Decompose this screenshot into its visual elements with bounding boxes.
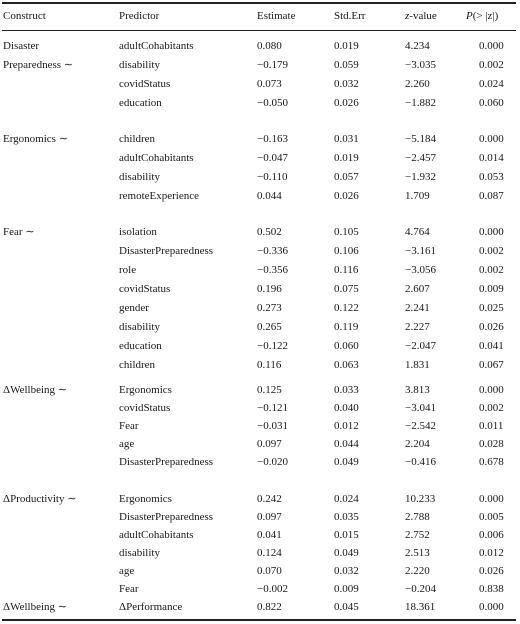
table-row (0, 280, 520, 298)
row-estimate: 0.242 (257, 493, 282, 505)
table-row (0, 37, 520, 55)
row-zvalue: −3.056 (405, 264, 436, 276)
table-row (0, 435, 520, 453)
table-row (0, 508, 520, 526)
row-stderr: 0.044 (334, 438, 359, 450)
row-estimate: 0.124 (257, 547, 282, 559)
row-zvalue: −2.047 (405, 340, 436, 352)
row-pvalue: 0.024 (479, 78, 504, 90)
row-stderr: 0.035 (334, 511, 359, 523)
row-stderr: 0.057 (334, 171, 359, 183)
row-stderr: 0.032 (334, 78, 359, 90)
row-estimate: −0.121 (257, 402, 288, 414)
row-estimate: 0.041 (257, 529, 282, 541)
table-row (0, 356, 520, 374)
row-estimate: 0.044 (257, 190, 282, 202)
row-zvalue: 2.260 (405, 78, 430, 90)
row-predictor: age (119, 438, 135, 450)
row-pvalue: 0.067 (479, 359, 504, 371)
header-construct: Construct (3, 10, 46, 22)
row-predictor: disability (119, 59, 160, 71)
table-row (0, 381, 520, 399)
row-zvalue: 2.204 (405, 438, 430, 450)
row-estimate: 0.125 (257, 384, 282, 396)
row-estimate: 0.073 (257, 78, 282, 90)
header-p-rest: (> |z|) (472, 10, 499, 22)
row-estimate: −0.179 (257, 59, 288, 71)
row-predictor: adultCohabitants (119, 529, 194, 541)
row-construct: Preparedness ∼ (3, 59, 74, 71)
row-estimate: 0.097 (257, 511, 282, 523)
row-stderr: 0.075 (334, 283, 359, 295)
row-predictor: disability (119, 321, 160, 333)
header-estimate: Estimate (257, 10, 296, 22)
row-stderr: 0.031 (334, 133, 359, 145)
row-predictor: role (119, 264, 137, 276)
row-zvalue: 1.831 (405, 359, 430, 371)
header-zvalue (405, 7, 437, 25)
row-estimate: −0.031 (257, 420, 288, 432)
row-stderr: 0.063 (334, 359, 359, 371)
table-row (0, 417, 520, 435)
row-predictor: adultCohabitants (119, 40, 194, 52)
row-pvalue: 0.000 (479, 493, 504, 505)
row-zvalue: 4.764 (405, 226, 430, 238)
row-stderr: 0.106 (334, 245, 359, 257)
row-predictor: Fear (119, 420, 139, 432)
row-estimate: −0.110 (257, 171, 288, 183)
row-predictor: DisasterPreparedness (119, 456, 214, 468)
row-zvalue: −0.204 (405, 583, 436, 595)
row-construct: ΔProductivity ∼ (3, 493, 77, 505)
row-pvalue: 0.838 (479, 583, 504, 595)
row-estimate: −0.122 (257, 340, 288, 352)
table-row (0, 544, 520, 562)
row-estimate: −0.002 (257, 583, 288, 595)
row-zvalue: 2.220 (405, 565, 430, 577)
row-zvalue: 1.709 (405, 190, 430, 202)
row-pvalue: 0.678 (479, 456, 504, 468)
row-stderr: 0.015 (334, 529, 359, 541)
table-header-row (0, 7, 520, 25)
row-estimate: 0.070 (257, 565, 282, 577)
row-stderr: 0.026 (334, 190, 359, 202)
row-stderr: 0.105 (334, 226, 359, 238)
table-row (0, 130, 520, 148)
row-predictor: Ergonomics (119, 493, 172, 505)
table-row (0, 399, 520, 417)
row-predictor: Fear (119, 583, 139, 595)
row-predictor: covidStatus (119, 78, 171, 90)
row-predictor: age (119, 565, 135, 577)
table-top-rule (2, 2, 516, 4)
row-pvalue: 0.041 (479, 340, 504, 352)
table-bottom-rule (2, 619, 516, 621)
row-predictor: covidStatus (119, 402, 171, 414)
header-predictor: Predictor (119, 10, 160, 22)
row-pvalue: 0.002 (479, 59, 504, 71)
row-pvalue: 0.005 (479, 511, 504, 523)
row-predictor: disability (119, 547, 160, 559)
table-row (0, 56, 520, 74)
row-pvalue: 0.060 (479, 97, 504, 109)
row-estimate: −0.020 (257, 456, 288, 468)
table-row (0, 261, 520, 279)
row-pvalue: 0.002 (479, 402, 504, 414)
row-pvalue: 0.000 (479, 40, 504, 52)
table-row (0, 75, 520, 93)
row-stderr: 0.059 (334, 59, 359, 71)
row-predictor: DisasterPreparedness (119, 511, 214, 523)
row-pvalue: 0.006 (479, 529, 504, 541)
row-pvalue: 0.025 (479, 302, 504, 314)
table-row (0, 526, 520, 544)
table-row (0, 580, 520, 598)
row-predictor: disability (119, 171, 160, 183)
table-header-rule (2, 30, 516, 31)
row-zvalue: −2.542 (405, 420, 436, 432)
row-stderr: 0.024 (334, 493, 359, 505)
row-zvalue: −3.041 (405, 402, 436, 414)
header-p-var: P (466, 10, 473, 22)
row-stderr: 0.049 (334, 547, 359, 559)
row-predictor: education (119, 97, 162, 109)
row-estimate: 0.116 (257, 359, 282, 371)
row-pvalue: 0.009 (479, 283, 504, 295)
row-stderr: 0.049 (334, 456, 359, 468)
row-stderr: 0.026 (334, 97, 359, 109)
table-row (0, 223, 520, 241)
header-stderr: Std.Err (334, 10, 366, 22)
row-stderr: 0.009 (334, 583, 359, 595)
row-pvalue: 0.002 (479, 264, 504, 276)
row-predictor: children (119, 133, 156, 145)
row-pvalue: 0.002 (479, 245, 504, 257)
row-construct: Ergonomics ∼ (3, 133, 68, 145)
row-construct: ΔWellbeing ∼ (3, 601, 67, 613)
table-row (0, 94, 520, 112)
table-row (0, 490, 520, 508)
row-estimate: 0.196 (257, 283, 282, 295)
row-stderr: 0.119 (334, 321, 359, 333)
row-predictor: remoteExperience (119, 190, 200, 202)
row-predictor: children (119, 359, 156, 371)
row-zvalue: 4.234 (405, 40, 430, 52)
table-row (0, 242, 520, 260)
row-stderr: 0.019 (334, 40, 359, 52)
table-row (0, 299, 520, 317)
table-row (0, 149, 520, 167)
row-pvalue: 0.014 (479, 152, 504, 164)
row-zvalue: −1.882 (405, 97, 436, 109)
row-predictor: covidStatus (119, 283, 171, 295)
row-stderr: 0.040 (334, 402, 359, 414)
table-row (0, 318, 520, 336)
row-pvalue: 0.026 (479, 565, 504, 577)
row-pvalue: 0.000 (479, 226, 504, 238)
row-estimate: −0.047 (257, 152, 288, 164)
row-construct: ΔWellbeing ∼ (3, 384, 67, 396)
row-predictor: isolation (119, 226, 157, 238)
row-stderr: 0.019 (334, 152, 359, 164)
row-stderr: 0.116 (334, 264, 359, 276)
row-zvalue: −3.161 (405, 245, 436, 257)
row-estimate: −0.356 (257, 264, 288, 276)
table-row (0, 187, 520, 205)
header-zvalue-rest: -value (409, 10, 437, 22)
table-row (0, 337, 520, 355)
row-predictor: adultCohabitants (119, 152, 194, 164)
row-estimate: 0.080 (257, 40, 282, 52)
row-zvalue: 2.788 (405, 511, 430, 523)
row-zvalue: 2.513 (405, 547, 430, 559)
header-zvalue-var: z (405, 10, 410, 22)
row-zvalue: −2.457 (405, 152, 436, 164)
row-estimate: 0.273 (257, 302, 282, 314)
row-zvalue: −0.416 (405, 456, 436, 468)
row-stderr: 0.033 (334, 384, 359, 396)
row-zvalue: −5.184 (405, 133, 436, 145)
row-predictor: Ergonomics (119, 384, 172, 396)
row-pvalue: 0.026 (479, 321, 504, 333)
table-row (0, 562, 520, 580)
row-stderr: 0.122 (334, 302, 359, 314)
row-pvalue: 0.000 (479, 384, 504, 396)
row-predictor: DisasterPreparedness (119, 245, 214, 257)
row-stderr: 0.060 (334, 340, 359, 352)
row-pvalue: 0.028 (479, 438, 504, 450)
row-stderr: 0.012 (334, 420, 359, 432)
header-pvalue (466, 7, 498, 25)
row-stderr: 0.032 (334, 565, 359, 577)
row-pvalue: 0.053 (479, 171, 504, 183)
row-zvalue: 18.361 (405, 601, 436, 613)
row-predictor: education (119, 340, 162, 352)
row-predictor: ΔPerformance (119, 601, 183, 613)
table-row (0, 453, 520, 471)
row-zvalue: −3.035 (405, 59, 436, 71)
row-pvalue: 0.000 (479, 133, 504, 145)
row-zvalue: 2.241 (405, 302, 430, 314)
table-row (0, 598, 520, 616)
row-stderr: 0.045 (334, 601, 359, 613)
row-estimate: 0.265 (257, 321, 282, 333)
row-construct: Disaster (3, 40, 40, 52)
row-zvalue: −1.932 (405, 171, 436, 183)
row-estimate: −0.163 (257, 133, 288, 145)
row-pvalue: 0.011 (479, 420, 504, 432)
row-zvalue: 2.227 (405, 321, 430, 333)
row-estimate: 0.822 (257, 601, 282, 613)
row-pvalue: 0.000 (479, 601, 504, 613)
row-estimate: −0.050 (257, 97, 288, 109)
row-zvalue: 2.607 (405, 283, 430, 295)
row-zvalue: 3.813 (405, 384, 430, 396)
table-row (0, 168, 520, 186)
row-estimate: 0.502 (257, 226, 282, 238)
row-zvalue: 10.233 (405, 493, 436, 505)
row-estimate: −0.336 (257, 245, 288, 257)
row-estimate: 0.097 (257, 438, 282, 450)
row-zvalue: 2.752 (405, 529, 430, 541)
row-construct: Fear ∼ (3, 226, 35, 238)
row-pvalue: 0.012 (479, 547, 504, 559)
row-predictor: gender (119, 302, 149, 314)
row-pvalue: 0.087 (479, 190, 504, 202)
